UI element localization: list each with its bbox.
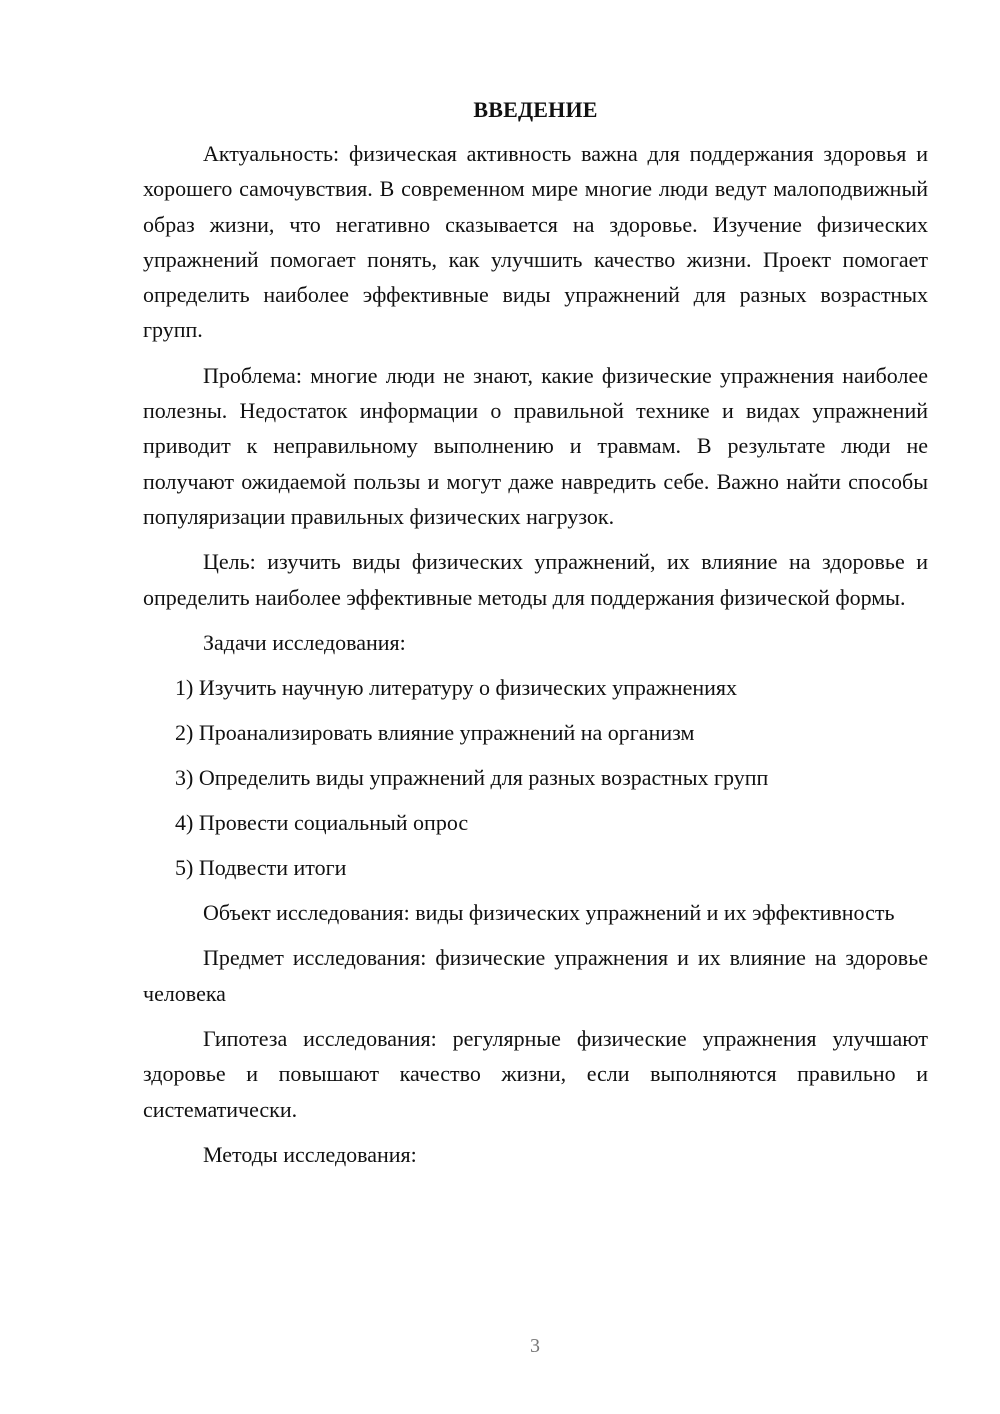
list-item-task-4: 4) Провести социальный опрос	[175, 810, 469, 836]
paragraph-problem: Проблема: многие люди не знают, какие физические упражнения наиболее полезны. Недостаток информации о правильной технике и видах упражнений приводит к неправильному выполнению и травмам. В результате люди не получают ожидаемой пользы и могут даже навредить себе. Важно найти способы популяризации правильных физических нагрузок.	[143, 362, 928, 529]
paragraph-hypothesis: Гипотеза исследования: регулярные физические упражнения улучшают здоровье и повышают качество жизни, если выполняются правильно и систематически.	[143, 1026, 928, 1122]
tasks-list	[143, 670, 928, 885]
list-item-task-2: 2) Проанализировать влияние упражнений на организм	[175, 720, 695, 746]
list-item-task-3: 3) Определить виды упражнений для разных возрастных групп	[175, 765, 769, 791]
paragraph-goal: Цель: изучить виды физических упражнений, их влияние на здоровье и определить наиболее эффективные методы для поддержания физической формы.	[143, 549, 928, 610]
list-item-task-5: 5) Подвести итоги	[175, 855, 347, 881]
section-title: ВВЕДЕНИЕ	[473, 97, 598, 122]
paragraph-relevance: Актуальность: физическая активность важна для поддержания здоровья и хорошего самочувствия. В современном мире многие люди ведут малоподвижный образ жизни, что негативно сказывается на здоровье. Изучение физических упражнений помогает понять, как улучшить качество жизни. Проект помогает определить наиболее эффективные виды упражнений для разных возрастных групп.	[143, 141, 928, 343]
page-number: 3	[530, 1335, 540, 1357]
paragraph-methods-heading: Методы исследования:	[203, 1141, 417, 1167]
page-content	[143, 94, 928, 1182]
list-item-task-1: 1) Изучить научную литературу о физических упражнениях	[175, 675, 738, 701]
paragraph-object: Объект исследования: виды физических упражнений и их эффективность	[203, 900, 895, 926]
paragraph-tasks-heading: Задачи исследования:	[203, 629, 406, 655]
paragraph-subject: Предмет исследования: физические упражнения и их влияние на здоровье человека	[143, 945, 928, 1006]
